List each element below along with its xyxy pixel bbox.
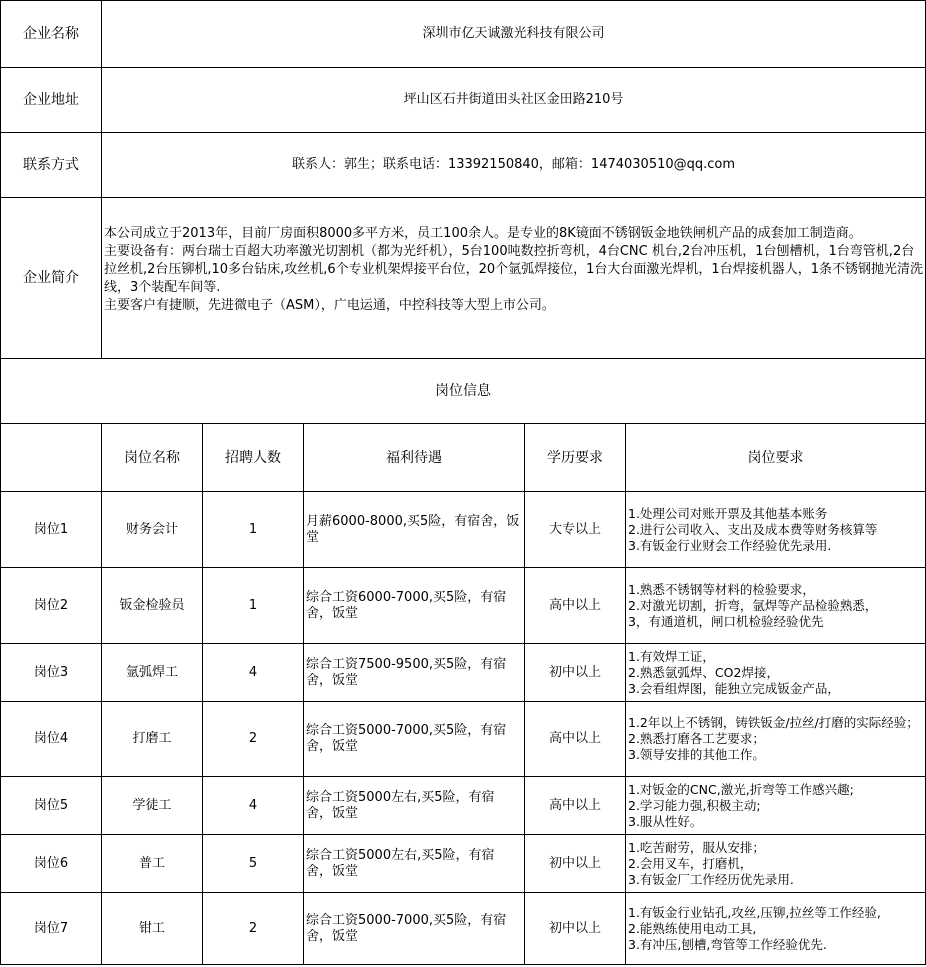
requirement-line: 3，有通道机，闸口机检验经验优先 <box>628 613 824 629</box>
job-slot: 岗位2 <box>1 568 102 644</box>
requirement-line: 2.熟悉打磨各工艺要求； <box>628 731 765 746</box>
job-education: 初中以上 <box>525 835 626 893</box>
job-requirements <box>626 835 926 893</box>
job-benefits: 综合工资6000-7000,买5险，有宿舍，饭堂 <box>304 568 525 644</box>
requirement-line: 2.学习能力强,积极主动; <box>628 797 761 813</box>
requirement-line: 2.进行公司收入、支出及成本费等财务核算等 <box>628 521 878 537</box>
job-title: 打磨工 <box>102 702 203 777</box>
requirement-line: 3.会看组焊图，能独立完成钣金产品， <box>628 680 840 696</box>
requirement-line: 3.领导安排的其他工作。 <box>628 747 765 762</box>
job-requirements <box>626 702 926 777</box>
header-cell: 学历要求 <box>525 424 626 492</box>
job-count: 2 <box>203 702 304 777</box>
intro-paragraph: 主要客户有捷顺，先进微电子（ASM），广电运通，中控科技等大型上市公司。 <box>104 298 555 313</box>
header-cell: 招聘人数 <box>203 424 304 492</box>
contact-label: 联系方式 <box>1 133 102 198</box>
job-requirements <box>626 568 926 644</box>
requirement-line: 2.能熟练使用电动工具, <box>628 920 757 936</box>
header-cell: 岗位名称 <box>102 424 203 492</box>
job-title: 学徒工 <box>102 777 203 835</box>
requirement-line: 3.服从性好。 <box>628 813 703 829</box>
company-name: 深圳市亿天诚激光科技有限公司 <box>102 1 926 68</box>
job-education: 大专以上 <box>525 492 626 568</box>
job-benefits: 综合工资5000-7000,买5险，有宿舍，饭堂 <box>304 893 525 965</box>
header-cell <box>1 424 102 492</box>
job-education: 高中以上 <box>525 777 626 835</box>
job-row <box>1 568 926 644</box>
job-requirements <box>626 492 926 568</box>
job-requirements <box>626 777 926 835</box>
job-title: 钣金检验员 <box>102 568 203 644</box>
job-row <box>1 644 926 702</box>
requirement-line: 1.处理公司对账开票及其他基本账务 <box>628 505 828 521</box>
job-title: 钳工 <box>102 893 203 965</box>
job-count: 4 <box>203 644 304 702</box>
requirement-line: 2.熟悉氩弧焊、CO2焊接， <box>628 664 779 680</box>
company-intro <box>102 198 926 359</box>
job-requirements <box>626 893 926 965</box>
job-slot: 岗位5 <box>1 777 102 835</box>
job-benefits: 综合工资5000左右,买5险，有宿舍，饭堂 <box>304 777 525 835</box>
company-address-label: 企业地址 <box>1 68 102 133</box>
jobs-header-row <box>1 424 926 492</box>
job-count: 2 <box>203 893 304 965</box>
job-row <box>1 835 926 893</box>
job-count: 4 <box>203 777 304 835</box>
job-row <box>1 492 926 568</box>
job-title: 普工 <box>102 835 203 893</box>
job-title: 财务会计 <box>102 492 203 568</box>
requirement-line: 3.有钣金行业财会工作经验优先录用. <box>628 537 832 553</box>
job-education: 高中以上 <box>525 568 626 644</box>
job-title: 氩弧焊工 <box>102 644 203 702</box>
jobs-section-title: 岗位信息 <box>1 359 926 424</box>
company-intro-label: 企业简介 <box>1 198 102 359</box>
job-benefits: 综合工资7500-9500,买5险，有宿舍，饭堂 <box>304 644 525 702</box>
job-slot: 岗位6 <box>1 835 102 893</box>
requirement-line: 1.吃苦耐劳，服从安排； <box>628 839 765 855</box>
jobs-table <box>0 423 926 965</box>
requirement-line: 1.2年以上不锈钢，铸铁钣金/拉丝/打磨的实际经验； <box>628 715 919 730</box>
job-education: 初中以上 <box>525 893 626 965</box>
job-count: 1 <box>203 492 304 568</box>
job-slot: 岗位1 <box>1 492 102 568</box>
company-info-table <box>0 0 926 424</box>
job-benefits: 综合工资5000-7000,买5险，有宿舍，饭堂 <box>304 702 525 777</box>
requirement-line: 1.熟悉不锈钢等材料的检验要求， <box>628 581 815 597</box>
job-slot: 岗位4 <box>1 702 102 777</box>
job-slot: 岗位7 <box>1 893 102 965</box>
job-count: 5 <box>203 835 304 893</box>
job-row <box>1 893 926 965</box>
requirement-line: 2.对激光切割，折弯，氩焊等产品检验熟悉， <box>628 597 878 613</box>
job-education: 高中以上 <box>525 702 626 777</box>
requirement-line: 1.有效焊工证， <box>628 648 715 664</box>
intro-paragraph: 主要设备有：两台瑞士百超大功率激光切割机（都为光纤机），5台100吨数控折弯机，4台CNC 机台,2台冲压机，1台刨槽机，1台弯管机,2台拉丝机,2台压铆机,10多台钻床,攻丝机,6个专业机架焊接平台位，20个氩弧焊接位，1台大台面激光焊机，1台焊接机器人，1条不锈钢抛光清洗线，3个装配车间等. <box>104 244 923 295</box>
header-cell: 福利待遇 <box>304 424 525 492</box>
requirement-line: 1.有钣金行业钻孔,攻丝,压铆,拉丝等工作经验, <box>628 904 881 920</box>
job-benefits: 综合工资5000左右,买5险，有宿舍，饭堂 <box>304 835 525 893</box>
requirement-line: 2.会用叉车，打磨机， <box>628 855 753 871</box>
company-address: 坪山区石井街道田头社区金田路210号 <box>102 68 926 133</box>
job-slot: 岗位3 <box>1 644 102 702</box>
requirement-line: 3.有冲压,刨槽,弯管等工作经验优先. <box>628 936 827 952</box>
job-row <box>1 702 926 777</box>
requirement-line: 1.对钣金的CNC,激光,折弯等工作感兴趣; <box>628 781 854 797</box>
job-requirements <box>626 644 926 702</box>
job-benefits: 月薪6000-8000,买5险，有宿舍，饭堂 <box>304 492 525 568</box>
contact-info: 联系人：郭生；联系电话：13392150840，邮箱：1474030510@qq.com <box>102 133 926 198</box>
intro-paragraph: 本公司成立于2013年，目前厂房面积8000多平方米，员工100余人。是专业的8K镜面不锈钢钣金地铁闸机产品的成套加工制造商。 <box>104 226 862 241</box>
job-row <box>1 777 926 835</box>
job-education: 初中以上 <box>525 644 626 702</box>
job-count: 1 <box>203 568 304 644</box>
requirement-line: 3.有钣金厂工作经历优先录用. <box>628 871 794 887</box>
company-name-label: 企业名称 <box>1 1 102 68</box>
header-cell: 岗位要求 <box>626 424 926 492</box>
